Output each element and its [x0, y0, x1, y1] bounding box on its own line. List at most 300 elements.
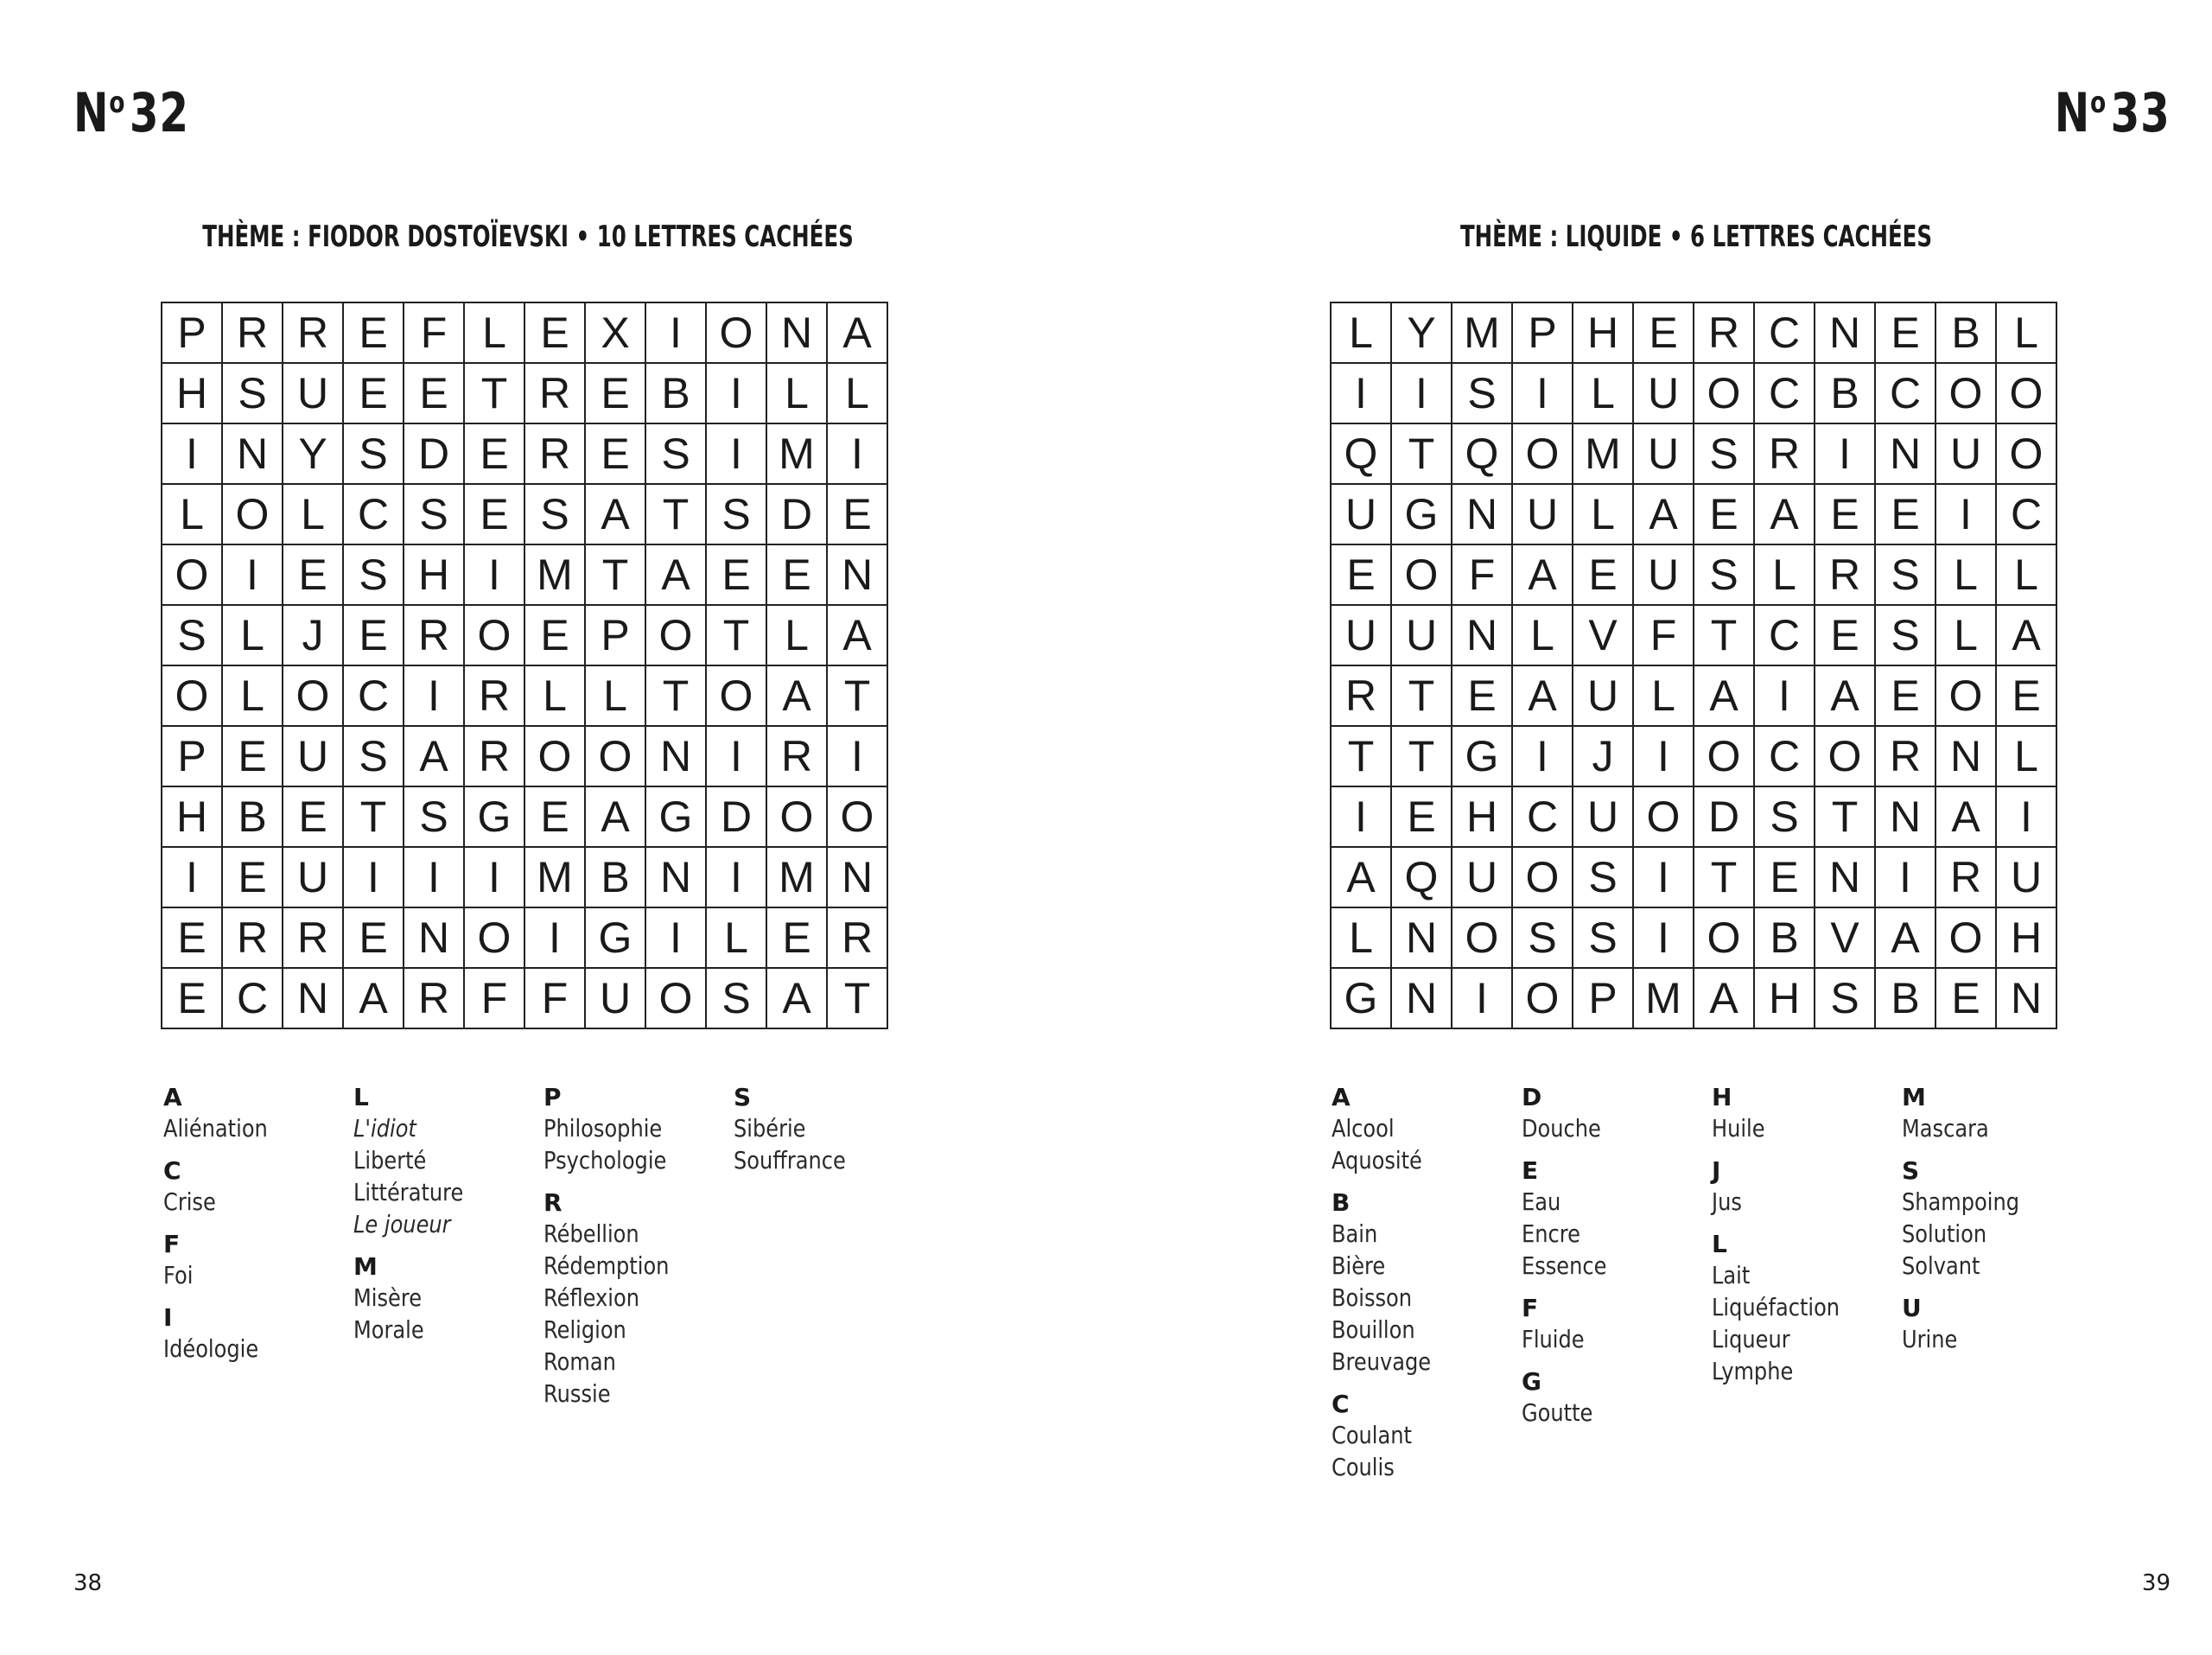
grid-cell: O [767, 787, 828, 848]
grid-cell: T [707, 606, 767, 666]
grid-cell: E [1634, 303, 1694, 364]
word-group [1332, 1083, 1513, 1176]
grid-cell: E [1452, 666, 1513, 727]
grid-cell: I [1513, 727, 1573, 787]
grid-cell: I [707, 727, 767, 787]
grid-cell: S [1513, 908, 1573, 969]
puzzle-number-32 [73, 81, 189, 144]
group-letter: C [163, 1156, 181, 1185]
word-group [1522, 1294, 1703, 1355]
group-letter: H [1712, 1083, 1732, 1111]
grid-cell: O [1815, 727, 1876, 787]
grid-cell: F [525, 969, 586, 1029]
grid-cell: T [586, 545, 646, 606]
grid-cell: Q [1392, 848, 1452, 908]
grid-cell: I [162, 424, 223, 485]
grid-cell: A [828, 303, 888, 364]
grid-cell: T [646, 666, 707, 727]
grid-cell: L [1573, 485, 1634, 545]
group-letter: B [1332, 1188, 1351, 1217]
grid-cell: G [1332, 969, 1392, 1029]
grid-cell: O [1694, 908, 1755, 969]
group-letter: A [1332, 1083, 1351, 1111]
group-letter: C [1332, 1390, 1350, 1418]
word-item: Le joueur [353, 1210, 451, 1238]
grid-cell: L [465, 303, 525, 364]
grid-cell: S [404, 787, 465, 848]
grid-cell: E [404, 364, 465, 424]
grid-cell: Y [1392, 303, 1452, 364]
grid-cell: E [707, 545, 767, 606]
grid-cell: N [404, 908, 465, 969]
grid-cell: I [525, 908, 586, 969]
grid-cell: P [586, 606, 646, 666]
grid-cell: T [828, 666, 888, 727]
grid-cell: I [707, 424, 767, 485]
grid-cell: F [465, 969, 525, 1029]
grid-cell: A [1694, 666, 1755, 727]
grid-cell: S [1755, 787, 1815, 848]
group-letter: F [163, 1230, 181, 1258]
grid-cell: M [767, 848, 828, 908]
grid-cell: Y [283, 424, 344, 485]
grid-cell: T [1694, 848, 1755, 908]
grid-cell: A [586, 485, 646, 545]
word-item: Roman [543, 1347, 616, 1376]
grid-cell: R [1815, 545, 1876, 606]
grid-cell: M [525, 545, 586, 606]
grid-cell: I [1634, 727, 1694, 787]
grid-cell: O [465, 606, 525, 666]
grid-cell: T [1815, 787, 1876, 848]
word-column [1902, 1083, 2083, 1367]
grid-cell: J [1573, 727, 1634, 787]
grid-cell: O [586, 727, 646, 787]
grid-cell: I [828, 424, 888, 485]
grid-cell: I [646, 303, 707, 364]
number-sup: o [109, 86, 126, 120]
grid-cell: M [525, 848, 586, 908]
word-group [1712, 1156, 1893, 1218]
grid-cell: O [465, 908, 525, 969]
grid-cell: O [1997, 424, 2057, 485]
grid-cell: C [1513, 787, 1573, 848]
grid-cell: I [1332, 364, 1392, 424]
grid-cell: O [646, 969, 707, 1029]
word-item: Idéologie [163, 1334, 259, 1363]
grid-cell: I [1815, 424, 1876, 485]
grid-cell: U [586, 969, 646, 1029]
grid-cell: V [1573, 606, 1634, 666]
word-item: Coulant [1332, 1421, 1412, 1449]
grid-cell: S [1876, 545, 1936, 606]
grid-cell: E [586, 424, 646, 485]
grid-cell: T [1392, 727, 1452, 787]
group-letter: G [1522, 1367, 1541, 1396]
grid-cell: B [1936, 303, 1997, 364]
grid-cell: N [1392, 908, 1452, 969]
grid-cell: R [525, 424, 586, 485]
grid-cell: L [586, 666, 646, 727]
grid-cell: A [586, 787, 646, 848]
grid-cell: N [223, 424, 283, 485]
word-column [1712, 1083, 1893, 1399]
grid-cell: E [1573, 545, 1634, 606]
word-item: Goutte [1522, 1398, 1593, 1427]
word-item: Lymphe [1712, 1357, 1794, 1385]
grid-cell: U [1634, 424, 1694, 485]
grid-cell: A [404, 727, 465, 787]
grid-cell: O [1634, 787, 1694, 848]
grid-cell: U [1392, 606, 1452, 666]
grid-cell: T [1392, 424, 1452, 485]
grid-cell: N [1876, 424, 1936, 485]
grid-cell: R [1876, 727, 1936, 787]
grid-cell: I [1332, 787, 1392, 848]
grid-cell: T [646, 485, 707, 545]
grid-cell: L [223, 606, 283, 666]
grid-cell: E [1332, 545, 1392, 606]
word-item: Liquéfaction [1712, 1293, 1840, 1321]
grid-cell: I [162, 848, 223, 908]
grid-cell: R [1755, 424, 1815, 485]
grid-cell: R [525, 364, 586, 424]
grid-cell: U [283, 727, 344, 787]
grid-cell: N [1936, 727, 1997, 787]
word-group [543, 1083, 725, 1176]
grid-cell: V [1815, 908, 1876, 969]
word-item: Liqueur [1712, 1325, 1790, 1353]
grid-cell: I [707, 364, 767, 424]
word-item: Essence [1522, 1251, 1607, 1280]
grid-cell: L [767, 364, 828, 424]
grid-cell: G [1452, 727, 1513, 787]
number-value: 32 [129, 81, 189, 144]
grid-cell: M [1452, 303, 1513, 364]
grid-cell: S [1573, 848, 1634, 908]
grid-cell: U [1997, 848, 2057, 908]
grid-cell: T [465, 364, 525, 424]
grid-cell: G [1392, 485, 1452, 545]
grid-cell: O [1392, 545, 1452, 606]
grid-cell: T [828, 969, 888, 1029]
grid-cell: E [525, 606, 586, 666]
grid-cell: I [707, 848, 767, 908]
grid-cell: R [404, 606, 465, 666]
grid-cell: R [223, 303, 283, 364]
grid-cell: U [1634, 545, 1694, 606]
grid-cell: U [1332, 485, 1392, 545]
grid-cell: S [707, 969, 767, 1029]
grid-cell: L [162, 485, 223, 545]
group-letter: A [163, 1083, 182, 1111]
grid-cell: C [1755, 727, 1815, 787]
word-item: Shampoing [1902, 1187, 2020, 1216]
word-group [163, 1083, 345, 1144]
grid-cell: E [223, 848, 283, 908]
group-letter: M [1902, 1083, 1926, 1111]
grid-cell: I [828, 727, 888, 787]
grid-cell: S [1452, 364, 1513, 424]
grid-cell: O [707, 303, 767, 364]
grid-cell: L [1755, 545, 1815, 606]
grid-cell: S [344, 727, 404, 787]
word-group [353, 1083, 535, 1240]
word-item: Mascara [1902, 1114, 1989, 1143]
grid-cell: L [1997, 727, 2057, 787]
grid-cell: N [646, 848, 707, 908]
grid-cell: A [767, 666, 828, 727]
grid-cell: B [1876, 969, 1936, 1029]
grid-cell: E [525, 787, 586, 848]
grid-cell: O [1936, 908, 1997, 969]
grid-cell: A [1694, 969, 1755, 1029]
grid-cell: I [1513, 364, 1573, 424]
word-column [163, 1083, 345, 1377]
grid-cell: C [344, 485, 404, 545]
word-item: Sibérie [734, 1114, 806, 1143]
grid-cell: U [283, 848, 344, 908]
letter-grid-right [1330, 302, 2057, 1029]
group-letter: L [1712, 1230, 1727, 1258]
grid-cell: O [1513, 969, 1573, 1029]
grid-cell: O [1936, 666, 1997, 727]
grid-cell: N [828, 848, 888, 908]
grid-cell: I [1452, 969, 1513, 1029]
grid-cell: E [1815, 485, 1876, 545]
grid-cell: P [1573, 969, 1634, 1029]
grid-cell: D [404, 424, 465, 485]
word-group [1522, 1156, 1703, 1282]
group-letter: D [1522, 1083, 1542, 1111]
grid-cell: I [646, 908, 707, 969]
grid-cell: A [646, 545, 707, 606]
grid-cell: E [525, 303, 586, 364]
grid-cell: A [828, 606, 888, 666]
word-item: Coulis [1332, 1453, 1395, 1481]
grid-cell: O [162, 545, 223, 606]
word-item: Lait [1712, 1261, 1751, 1289]
grid-cell: I [404, 848, 465, 908]
grid-cell: H [1573, 303, 1634, 364]
number-prefix: N [2055, 81, 2091, 144]
word-item: Urine [1902, 1325, 1958, 1353]
letter-grid-left [161, 302, 888, 1029]
word-group [734, 1083, 915, 1176]
grid-cell: H [162, 364, 223, 424]
grid-cell: S [344, 545, 404, 606]
word-column [734, 1083, 915, 1188]
word-group [1712, 1230, 1893, 1387]
grid-cell: C [1755, 364, 1815, 424]
grid-cell: N [1997, 969, 2057, 1029]
grid-cell: C [1876, 364, 1936, 424]
word-item: Littérature [353, 1178, 464, 1206]
grid-cell: U [1332, 606, 1392, 666]
grid-cell: S [1694, 545, 1755, 606]
grid-cell: R [465, 727, 525, 787]
theme-title-left: THÈME : FIODOR DOSTOÏEVSKI • 10 LETTRES CACHÉES [202, 220, 854, 254]
word-group [543, 1188, 725, 1410]
grid-cell: H [1452, 787, 1513, 848]
grid-cell: P [162, 303, 223, 364]
grid-cell: H [1997, 908, 2057, 969]
grid-cell: A [1755, 485, 1815, 545]
word-group [1902, 1294, 2083, 1355]
grid-cell: E [162, 908, 223, 969]
grid-cell: N [283, 969, 344, 1029]
grid-cell: N [1876, 787, 1936, 848]
word-item: Religion [543, 1315, 626, 1344]
grid-cell: R [828, 908, 888, 969]
grid-cell: I [223, 545, 283, 606]
grid-cell: S [525, 485, 586, 545]
grid-cell: I [465, 848, 525, 908]
grid-cell: L [1936, 545, 1997, 606]
grid-cell: I [1634, 908, 1694, 969]
grid-cell: U [1634, 364, 1694, 424]
grid-cell: L [525, 666, 586, 727]
grid-cell: F [1634, 606, 1694, 666]
word-group [1902, 1156, 2083, 1282]
grid-cell: I [344, 848, 404, 908]
word-item: Aliénation [163, 1114, 268, 1143]
word-item: Solution [1902, 1219, 1987, 1248]
word-item: Psychologie [543, 1146, 667, 1174]
grid-cell: O [1997, 364, 2057, 424]
word-item: Crise [163, 1187, 216, 1216]
word-group [163, 1156, 345, 1218]
grid-cell: R [404, 969, 465, 1029]
grid-cell: O [1513, 848, 1573, 908]
group-letter: J [1712, 1156, 1721, 1185]
grid-cell: E [767, 908, 828, 969]
word-item: Aquosité [1332, 1146, 1422, 1174]
grid-cell: S [404, 485, 465, 545]
grid-cell: C [344, 666, 404, 727]
group-letter: F [1522, 1294, 1539, 1322]
grid-cell: I [1755, 666, 1815, 727]
grid-cell: A [1332, 848, 1392, 908]
grid-cell: I [1392, 364, 1452, 424]
grid-cell: A [1513, 666, 1573, 727]
word-item: Rédemption [543, 1251, 670, 1280]
word-group [1522, 1367, 1703, 1429]
grid-cell: U [1936, 424, 1997, 485]
grid-cell: F [404, 303, 465, 364]
word-item: Souffrance [734, 1146, 846, 1174]
grid-cell: C [223, 969, 283, 1029]
grid-cell: O [646, 606, 707, 666]
grid-cell: C [1755, 606, 1815, 666]
word-group [1522, 1083, 1703, 1144]
grid-cell: E [465, 485, 525, 545]
grid-cell: B [223, 787, 283, 848]
grid-cell: N [1392, 969, 1452, 1029]
grid-cell: T [1694, 606, 1755, 666]
grid-cell: O [707, 666, 767, 727]
grid-cell: E [1997, 666, 2057, 727]
grid-cell: E [828, 485, 888, 545]
grid-cell: T [1392, 666, 1452, 727]
grid-cell: I [404, 666, 465, 727]
word-group [163, 1303, 345, 1365]
word-item: Alcool [1332, 1114, 1395, 1143]
word-column [543, 1083, 725, 1422]
grid-cell: R [283, 303, 344, 364]
word-item: Breuvage [1332, 1347, 1432, 1376]
grid-cell: E [344, 364, 404, 424]
grid-cell: H [404, 545, 465, 606]
word-item: Misère [353, 1283, 423, 1312]
word-group [1332, 1188, 1513, 1378]
grid-cell: I [1997, 787, 2057, 848]
grid-cell: N [828, 545, 888, 606]
word-item: Bouillon [1332, 1315, 1415, 1344]
word-item: Douche [1522, 1114, 1601, 1143]
grid-cell: E [1876, 485, 1936, 545]
grid-cell: E [767, 545, 828, 606]
grid-cell: I [1634, 848, 1694, 908]
grid-cell: A [1936, 787, 1997, 848]
grid-cell: H [1755, 969, 1815, 1029]
grid-cell: S [646, 424, 707, 485]
grid-cell: E [1755, 848, 1815, 908]
grid-cell: E [344, 908, 404, 969]
word-group [1902, 1083, 2083, 1144]
grid-cell: L [707, 908, 767, 969]
word-item: Jus [1712, 1187, 1742, 1216]
grid-cell: P [1513, 303, 1573, 364]
word-item: Huile [1712, 1114, 1765, 1143]
grid-cell: P [162, 727, 223, 787]
grid-cell: T [344, 787, 404, 848]
grid-cell: E [1876, 303, 1936, 364]
word-item: Fluide [1522, 1325, 1585, 1353]
grid-cell: M [1573, 424, 1634, 485]
grid-cell: G [465, 787, 525, 848]
word-group [1712, 1083, 1893, 1144]
grid-cell: H [162, 787, 223, 848]
grid-cell: S [1573, 908, 1634, 969]
grid-cell: E [465, 424, 525, 485]
grid-cell: A [1815, 666, 1876, 727]
grid-cell: Q [1332, 424, 1392, 485]
grid-cell: B [646, 364, 707, 424]
grid-cell: I [1936, 485, 1997, 545]
word-group [1332, 1390, 1513, 1483]
grid-cell: S [1694, 424, 1755, 485]
grid-cell: E [1876, 666, 1936, 727]
grid-cell: R [1936, 848, 1997, 908]
grid-cell: U [283, 364, 344, 424]
grid-cell: N [1815, 303, 1876, 364]
grid-cell: F [1452, 545, 1513, 606]
grid-cell: O [1513, 424, 1573, 485]
grid-cell: O [1694, 727, 1755, 787]
grid-cell: X [586, 303, 646, 364]
grid-cell: C [1755, 303, 1815, 364]
grid-cell: E [1392, 787, 1452, 848]
grid-cell: U [1573, 666, 1634, 727]
word-item: Bain [1332, 1219, 1378, 1248]
grid-cell: S [344, 424, 404, 485]
grid-cell: E [586, 364, 646, 424]
word-item: Liberté [353, 1146, 427, 1174]
grid-cell: L [1997, 545, 2057, 606]
grid-cell: B [586, 848, 646, 908]
grid-cell: M [767, 424, 828, 485]
